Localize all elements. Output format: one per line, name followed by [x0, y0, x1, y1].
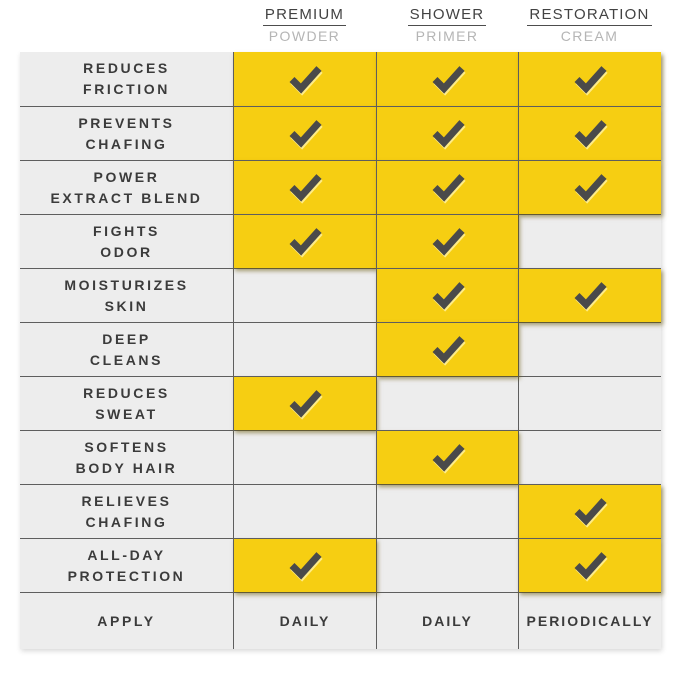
column-header-premium	[233, 0, 376, 52]
column-subtitle: CREAM	[560, 28, 619, 44]
check-cell	[518, 106, 661, 160]
apply-value: DAILY	[279, 613, 331, 629]
feature-label-line: SWEAT	[95, 405, 158, 422]
feature-label-line: REDUCES	[83, 384, 170, 401]
check-cell	[233, 538, 376, 592]
check-icon	[571, 281, 609, 310]
check-icon	[286, 227, 324, 256]
check-icon	[571, 551, 609, 580]
check-icon	[571, 173, 609, 202]
apply-value-cell	[518, 592, 661, 649]
check-cell	[518, 538, 661, 592]
check-cell	[518, 268, 661, 322]
check-cell	[376, 106, 518, 160]
check-icon	[286, 119, 324, 148]
check-icon	[286, 551, 324, 580]
feature-label-line: PREVENTS	[78, 114, 175, 131]
feature-label-line: ODOR	[100, 243, 153, 260]
feature-label-line: CHAFING	[85, 135, 168, 152]
feature-label	[20, 484, 233, 538]
empty-cell	[518, 214, 661, 268]
check-cell	[233, 52, 376, 106]
check-cell	[518, 160, 661, 214]
check-cell	[376, 430, 518, 484]
check-cell	[376, 214, 518, 268]
empty-cell	[233, 430, 376, 484]
header-spacer	[20, 0, 233, 52]
column-title: SHOWER	[408, 7, 487, 26]
feature-label-line: ALL-DAY	[87, 546, 166, 563]
feature-label	[20, 322, 233, 376]
column-header-restoration	[518, 0, 661, 52]
feature-label-line: PROTECTION	[67, 567, 186, 584]
check-icon	[571, 497, 609, 526]
empty-cell	[518, 376, 661, 430]
check-cell	[233, 106, 376, 160]
feature-label-line: RELIEVES	[81, 492, 172, 509]
apply-value: PERIODICALLY	[526, 613, 654, 629]
feature-label	[20, 52, 233, 106]
check-icon	[429, 443, 467, 472]
feature-label	[20, 538, 233, 592]
empty-cell	[233, 268, 376, 322]
check-icon	[429, 227, 467, 256]
feature-label-line: DEEP	[102, 330, 151, 347]
check-icon	[429, 281, 467, 310]
feature-label-line: EXTRACT BLEND	[50, 189, 203, 206]
empty-cell	[518, 430, 661, 484]
apply-value-cell	[376, 592, 518, 649]
feature-label-line: MOISTURIZES	[64, 276, 189, 293]
column-subtitle: POWDER	[268, 28, 341, 44]
feature-label-line: FIGHTS	[93, 222, 160, 239]
feature-label	[20, 214, 233, 268]
feature-label	[20, 160, 233, 214]
column-title: PREMIUM	[263, 7, 346, 26]
apply-label	[20, 592, 233, 649]
check-icon	[286, 173, 324, 202]
check-cell	[376, 160, 518, 214]
column-subtitle: PRIMER	[415, 28, 479, 44]
check-cell	[518, 52, 661, 106]
check-icon	[429, 335, 467, 364]
check-icon	[571, 65, 609, 94]
feature-label-line: SKIN	[104, 297, 149, 314]
check-cell	[376, 52, 518, 106]
empty-cell	[233, 322, 376, 376]
apply-label-text: APPLY	[97, 612, 156, 629]
empty-cell	[233, 484, 376, 538]
comparison-grid	[20, 0, 661, 649]
column-header-shower	[376, 0, 518, 52]
feature-label-line: CHAFING	[85, 513, 168, 530]
feature-label-line: REDUCES	[83, 60, 170, 76]
feature-label	[20, 430, 233, 484]
check-cell	[376, 268, 518, 322]
check-icon	[286, 389, 324, 418]
check-icon	[429, 65, 467, 94]
apply-value-cell	[233, 592, 376, 649]
check-cell	[233, 214, 376, 268]
check-icon	[571, 119, 609, 148]
feature-label-line: FRICTION	[83, 81, 170, 97]
feature-label	[20, 106, 233, 160]
check-icon	[429, 119, 467, 148]
empty-cell	[376, 376, 518, 430]
check-icon	[429, 173, 467, 202]
apply-value: DAILY	[422, 613, 473, 629]
empty-cell	[376, 538, 518, 592]
empty-cell	[376, 484, 518, 538]
column-title: RESTORATION	[527, 7, 651, 26]
check-cell	[376, 322, 518, 376]
feature-label-line: BODY HAIR	[75, 459, 178, 476]
check-icon	[286, 65, 324, 94]
feature-label	[20, 268, 233, 322]
feature-label-line: POWER	[93, 168, 160, 185]
feature-label-line: SOFTENS	[84, 438, 169, 455]
feature-label	[20, 376, 233, 430]
empty-cell	[518, 322, 661, 376]
check-cell	[518, 484, 661, 538]
feature-label-line: CLEANS	[89, 351, 164, 368]
check-cell	[233, 376, 376, 430]
check-cell	[233, 160, 376, 214]
